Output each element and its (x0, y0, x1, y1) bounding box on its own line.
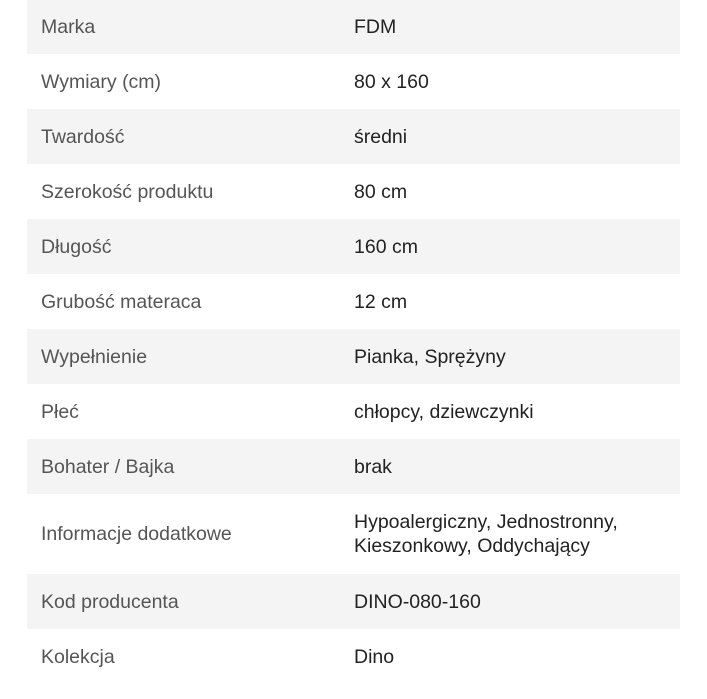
spec-label: Informacje dodatkowe (41, 523, 232, 545)
spec-label: Szerokość produktu (41, 180, 214, 203)
spec-row-length (27, 219, 680, 274)
spec-value: 12 cm (354, 290, 408, 313)
spec-label: Wymiary (cm) (41, 70, 162, 93)
spec-label: Kolekcja (41, 645, 115, 668)
spec-row-product-code (27, 574, 680, 629)
spec-row-collection (27, 629, 680, 684)
spec-value: 160 cm (354, 235, 418, 258)
spec-label: Kod producenta (41, 590, 179, 613)
spec-row-hero (27, 439, 680, 494)
spec-row-additional-info (27, 494, 680, 574)
spec-row-brand (27, 0, 680, 54)
spec-label: Płeć (41, 400, 79, 423)
spec-label: Marka (41, 16, 96, 38)
spec-value: Hypoalergiczny, Jednostronny, Kieszonkowy, Oddychający (354, 511, 618, 557)
spec-label: Twardość (41, 125, 125, 148)
spec-value: Pianka, Sprężyny (354, 345, 506, 368)
spec-value: 80 cm (354, 180, 408, 203)
spec-value: FDM (354, 16, 397, 38)
spec-row-gender (27, 384, 680, 439)
spec-row-filling (27, 329, 680, 384)
spec-value: 80 x 160 (354, 70, 429, 93)
spec-row-firmness (27, 109, 680, 164)
product-specs-table (27, 0, 680, 684)
spec-value: średni (354, 125, 408, 148)
spec-row-thickness (27, 274, 680, 329)
spec-value: Dino (354, 645, 395, 668)
spec-label: Bohater / Bajka (41, 455, 175, 478)
spec-label: Długość (41, 235, 112, 258)
spec-value: DINO-080-160 (354, 590, 481, 613)
spec-value: brak (354, 455, 392, 478)
spec-row-dimensions (27, 54, 680, 109)
spec-label: Grubość materaca (41, 290, 202, 313)
spec-label: Wypełnienie (41, 345, 148, 368)
spec-value: chłopcy, dziewczynki (354, 400, 534, 423)
spec-row-width (27, 164, 680, 219)
